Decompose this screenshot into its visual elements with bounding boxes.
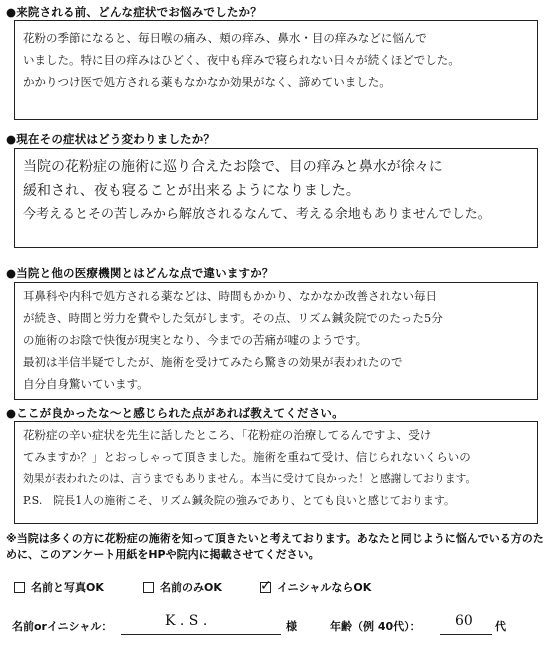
answer-1-line-2: いました。特に目の痒みはひどく、夜中も痒みで寝られない日々が続くほどでした。 [23,53,460,67]
answer-4-line-4: P.S. 院長1人の施術こそ、リズム鍼灸院の強みであり、とても良いと感じております。 [23,494,455,507]
consent-name-only[interactable] [143,579,222,595]
name-suffix: 様 [286,620,297,633]
consent-name-photo-label: 名前と写真OK [31,581,104,594]
question-2-title: ●現在その症状はどう変わりましたか？ [6,132,216,146]
age-field-label: 年齢（例 40代）： [330,620,421,633]
consent-name-only-label: 名前のみOK [160,581,222,594]
answer-1-line-3: かかりつけ医で処方される薬もなかなか効果がなく、諦めていました。 [23,75,391,89]
name-field-value: K . S . [165,613,208,629]
answer-4-line-2: てみますか？」とおっしゃって頂きました。施術を重ねて受け、信じられないくらいの [23,450,471,464]
age-suffix: 代 [495,620,506,633]
checkbox-name-only[interactable] [143,582,154,593]
answer-3-line-1: 耳鼻科や内科で処方される薬などは、時間もかかり、なかなか改善されない毎日 [23,289,437,303]
answer-box-2 [14,148,538,248]
answer-3-line-2: が続き、時間と労力を費やした気がします。その点、リズム鍼灸院でのたった5分 [23,311,443,325]
answer-3-line-4: 最初は半信半疑でしたが、施術を受けてみたら驚きの効果が表われたので [23,355,403,369]
answer-2-line-1: 当院の花粉症の施術に巡り合えたお陰で、目の痒みと鼻水が徐々に [23,159,443,175]
answer-box-3 [14,282,538,400]
answer-3-line-3: の施術のお陰で快復が現実となり、今までの苦痛が嘘のようです。 [23,333,368,347]
consent-initials[interactable] [260,579,371,595]
question-4-title: ●ここが良かったな～と感じられた点があれば教えてください。 [6,406,344,420]
answer-3-line-5: 自分自身驚いています。 [23,377,149,391]
consent-name-photo[interactable] [14,579,104,595]
answer-1-line-1: 花粉の季節になると、毎日喉の痛み、頬の痒み、鼻水・目の痒みなどに悩んで [23,31,427,45]
answer-2-line-3: 今考えるとその苦しみから解放されるなんて、考える余地もありませんでした。 [23,207,491,222]
age-field-value: 60 [455,613,473,629]
answer-box-1 [14,20,538,120]
answer-4-line-3: 効果が表われたのは、言うまでもありません。本当に受けて良かった！と感謝しております。 [23,472,477,485]
checkbox-initials[interactable] [260,577,272,594]
answer-2-line-2: 緩和され、夜も寝ることが出来るようになりました。 [23,183,360,199]
name-field-label: 名前orイニシャル： [12,620,113,633]
question-3-title: ●当院と他の医療機関とはどんな点で違いますか？ [6,266,274,280]
question-1-title: ●来院される前、どんな症状でお悩みでしたか？ [6,5,262,19]
answer-box-4 [14,421,538,524]
check-mark-icon: ✓ [260,577,272,594]
consent-initials-label: イニシャルならOK [277,581,372,594]
checkbox-name-photo[interactable] [14,582,25,593]
answer-4-line-1: 花粉症の辛い症状を先生に話したところ、「花粉症の治療してるんですよ、受け [23,428,432,442]
publication-notice: ※当院は多くの方に花粉症の施術を知って頂きたいと考えております。あなたと同じように悩んでいる方のために、このアンケート用紙をHPや院内に掲載させてください。 [6,532,544,561]
